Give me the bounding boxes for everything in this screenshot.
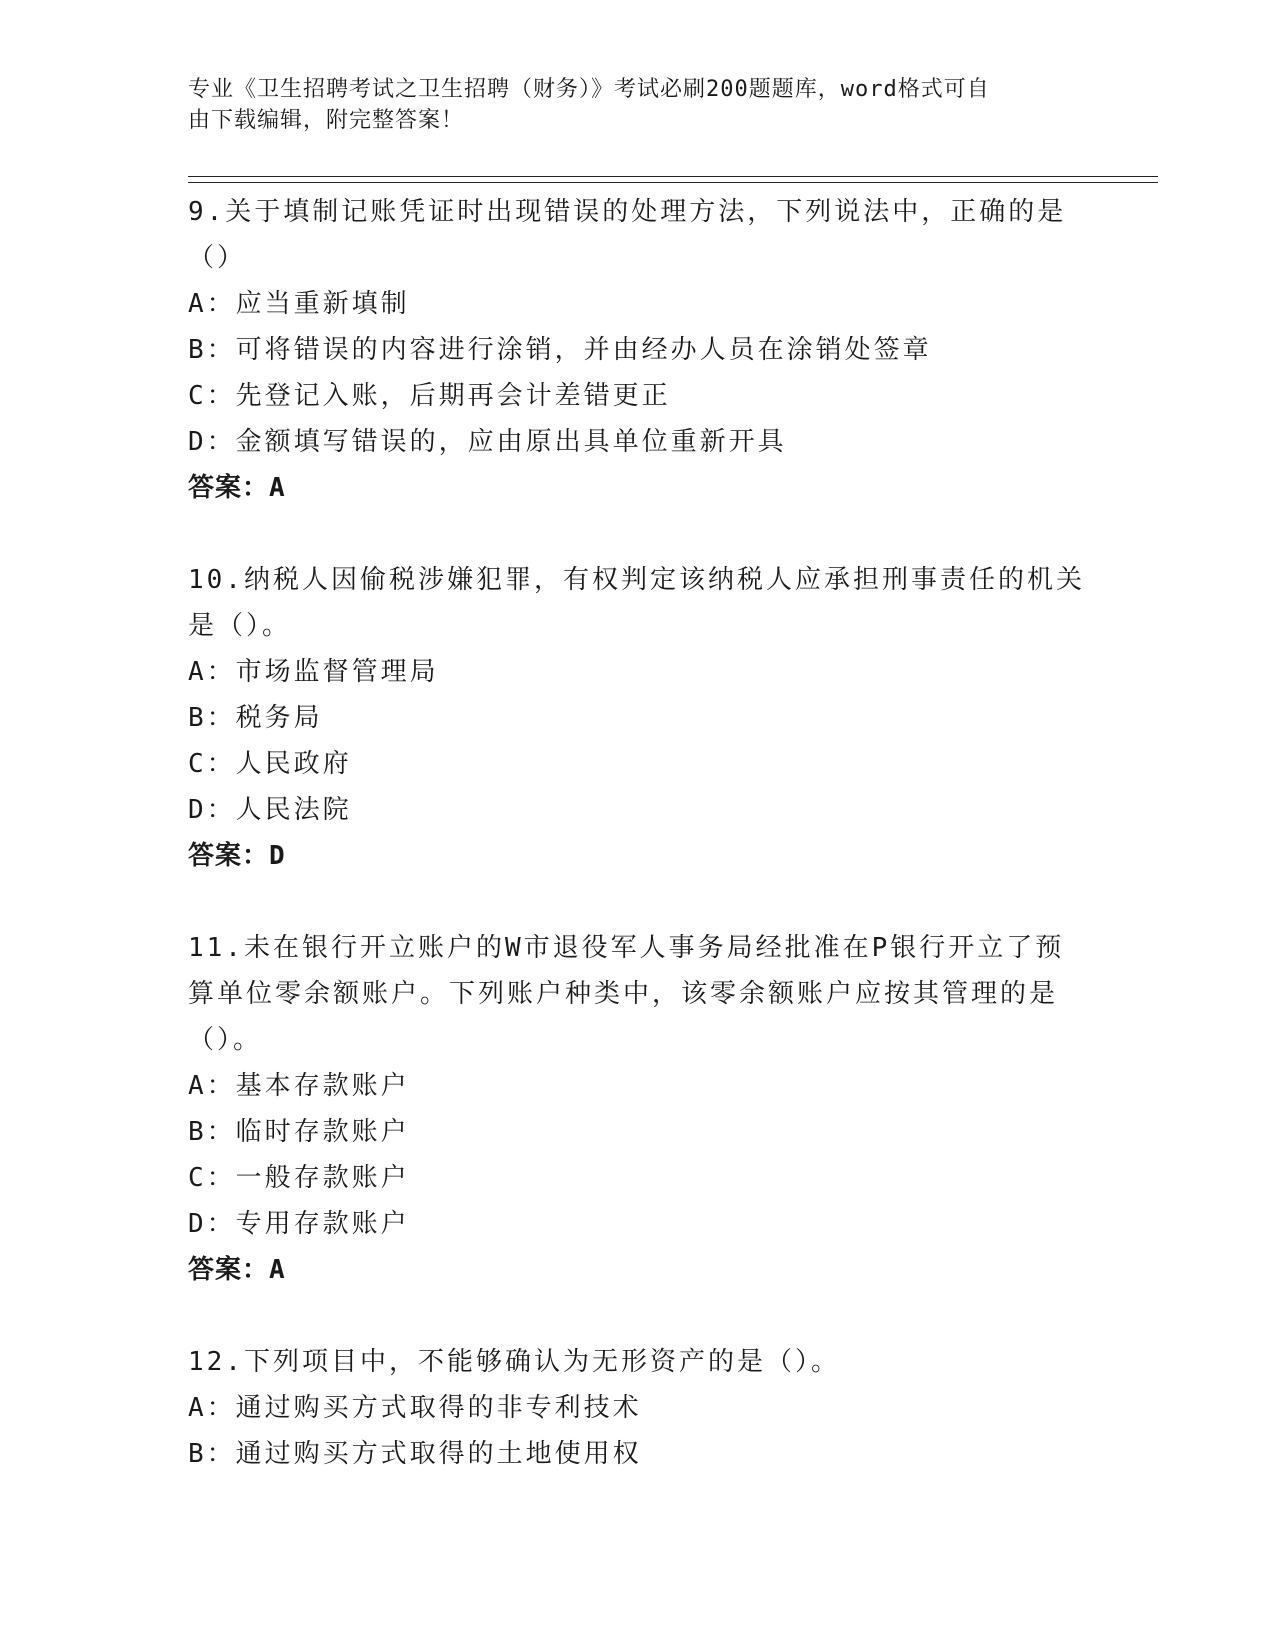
document-header (188, 74, 1068, 136)
option-c: C：一般存款账户 (188, 1163, 410, 1193)
question-stem: 12.下列项目中，不能够确认为无形资产的是（）。 (188, 1347, 840, 1377)
question-list (188, 189, 1088, 1477)
question-stem: （）。 (188, 1025, 263, 1055)
option-a: A：市场监督管理局 (188, 657, 439, 687)
answer-line: 答案：A (188, 1255, 286, 1285)
answer-line: 答案：D (188, 841, 286, 871)
spacer (188, 511, 1088, 557)
option-a: A：通过购买方式取得的非专利技术 (188, 1393, 642, 1423)
option-b: B：税务局 (188, 703, 323, 733)
question-stem: 9.关于填制记账凭证时出现错误的处理方法，下列说法中，正确的是 (188, 197, 1067, 227)
question-stem: 是（）。 (188, 611, 292, 641)
question-10 (188, 557, 1088, 879)
option-d: D：金额填写错误的，应由原出具单位重新开具 (188, 427, 787, 457)
option-a: A：基本存款账户 (188, 1071, 410, 1101)
question-stem: （） (188, 243, 247, 273)
option-b: B：可将错误的内容进行涂销，并由经办人员在涂销处签章 (188, 335, 932, 365)
question-stem: 10.纳税人因偷税涉嫌犯罪，有权判定该纳税人应承担刑事责任的机关 (188, 565, 1085, 595)
header-divider-top (188, 176, 1158, 177)
option-b: B：临时存款账户 (188, 1117, 410, 1147)
answer-line: 答案：A (188, 473, 286, 503)
header-line-2: 由下载编辑，附完整答案！ (188, 108, 465, 133)
option-d: D：人民法院 (188, 795, 352, 825)
option-c: C：人民政府 (188, 749, 352, 779)
header-line-1: 专业《卫生招聘考试之卫生招聘（财务）》考试必刷200题题库，word格式可自 (188, 77, 990, 102)
question-12 (188, 1339, 1088, 1477)
option-c: C：先登记入账，后期再会计差错更正 (188, 381, 671, 411)
question-stem: 算单位零余额账户。下列账户种类中，该零余额账户应按其管理的是 (188, 979, 1059, 1009)
option-b: B：通过购买方式取得的土地使用权 (188, 1439, 642, 1469)
option-d: D：专用存款账户 (188, 1209, 410, 1239)
header-divider-bottom (188, 182, 1158, 183)
question-11 (188, 925, 1088, 1293)
option-a: A：应当重新填制 (188, 289, 410, 319)
spacer (188, 879, 1088, 925)
question-9 (188, 189, 1088, 511)
spacer (188, 1293, 1088, 1339)
question-stem: 11.未在银行开立账户的W市退役军人事务局经批准在P银行开立了预 (188, 933, 1065, 963)
